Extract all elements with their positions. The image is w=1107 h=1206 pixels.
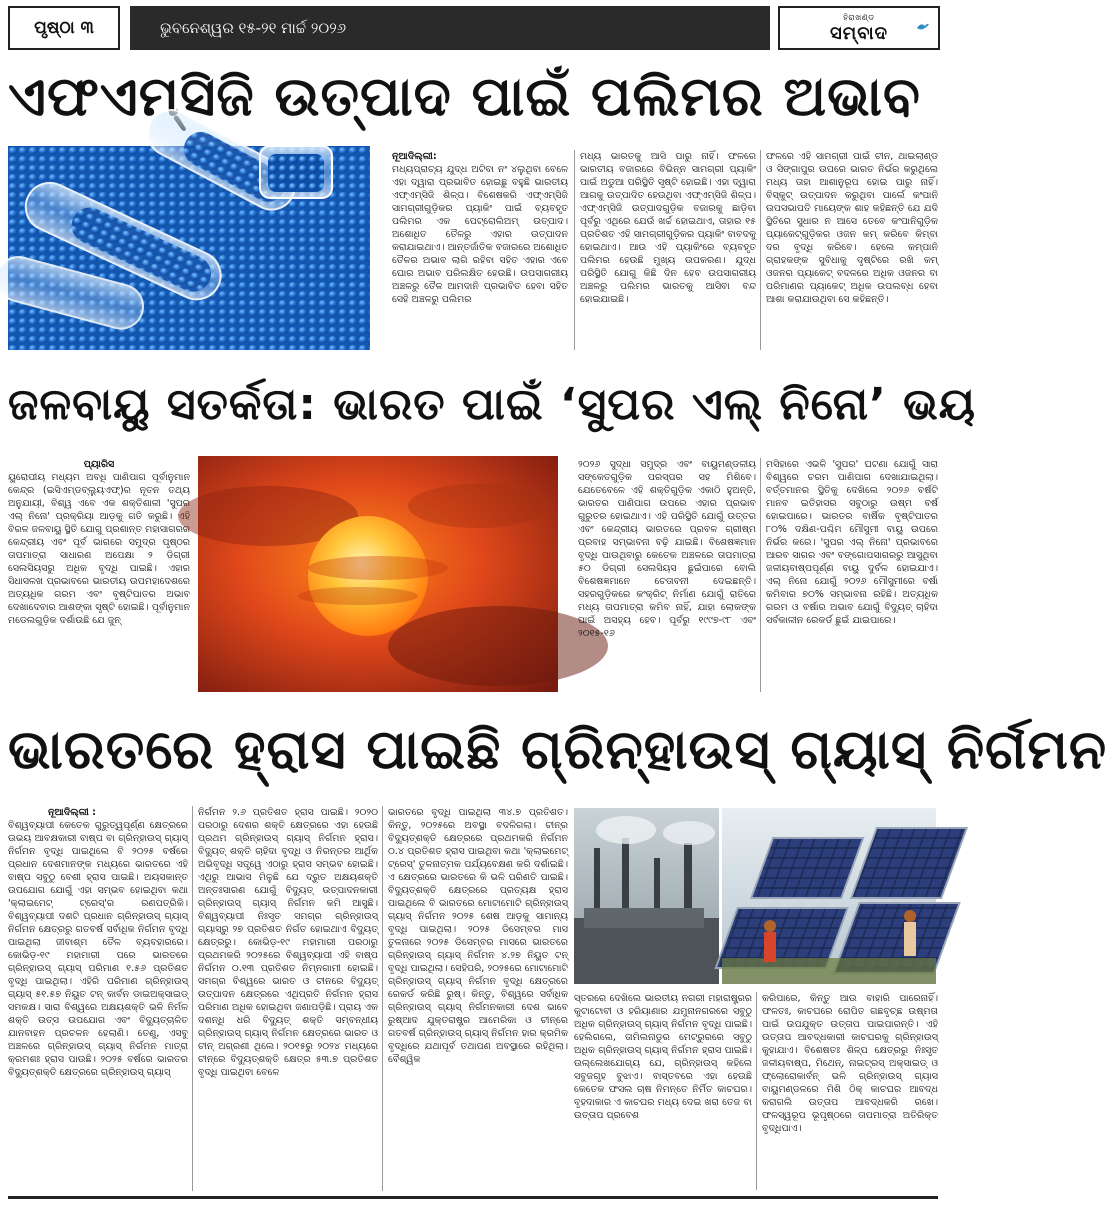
article1-headline: ଏଫଏମ୍‌ସିଜି ଉତ୍ପାଦ ପାଇଁ ପଲିମର ଅଭାବ: [8, 65, 921, 128]
article1-column-2: [580, 150, 756, 355]
article2-photo-hot-sun: [198, 456, 558, 692]
page-number: ପୃଷ୍ଠା ୩: [8, 6, 120, 50]
article1-text-1: ମଧ୍ୟପ୍ରାଚ୍ୟ ଯୁଦ୍ଧ ଅଟିବା ନଂ ୪ଲୁଥିବା ବେଳେ ଏହା ଦ୍ୱାରା ପ୍ରଭାବିତ ହୋଇଛୁ ବହୁଛି ଭାରତୀୟ ଏଫ୍‌ଏମ୍‌ସିଜି ଶିଳ୍ପ। ବିଶେଷକରି ଏଫ୍‌ଏମ୍‌ସିଜି ସାମଗ୍ରୀଗୁଡ଼ିକର ପ୍ୟାକିଂ ପାଇଁ ବ୍ୟବହୃତ ପଲିମର ଏକ ପେଟ୍ରୋଲିଅମ୍ ଉତ୍ପାଦ। ଅଶୋଧିତ ତୈଳରୁ ଏହାର ଉତ୍ପାଦନ କରାଯାଇଥାଏ। ଆନ୍ତର୍ଜାତିକ ବଜାରରେ ଅଶୋଧିତ ତୈଳର ଅଭାବ ଲାଗି ରହିବା ସହିତ ଏହାର ଏବେ ଘୋର ଅଭାବ ପରିଲକ୍ଷିତ ହେଉଛି। ଉପସାଗରୀୟ ଅଞ୍ଚଳରୁ ତୈଳ ଆମଦାନି ପ୍ରଭାବିତ ହେବା ସହିତ ସେହି ଅଞ୍ଚଳରୁ ପଲିମର: [392, 164, 568, 305]
column-divider: [756, 992, 757, 1190]
bottom-rule: [8, 1196, 938, 1199]
article1-column-3: [766, 150, 938, 355]
article2-column-3: [766, 458, 938, 698]
article2-column-1: [8, 458, 190, 698]
logo-top-text: ହିରାଖଣ୍ଡ: [843, 12, 875, 22]
article3-photo-factory-and-solar: [574, 808, 936, 984]
article3-dateline: ନୂଆଦିଲ୍ଲୀ :: [48, 807, 96, 818]
newspaper-logo: [778, 6, 940, 50]
article2-dateline: ପ୍ୟାରିସ: [83, 459, 115, 470]
article3-column-1: [8, 806, 188, 1191]
column-divider: [760, 150, 761, 350]
column-divider: [760, 458, 761, 692]
article1-dateline: ନୂଆଦିଲ୍ଲୀ:: [392, 151, 437, 162]
column-divider: [574, 150, 575, 350]
article3-text-1: ବିଶ୍ୱବ୍ୟାପୀ କେତେକ ଗୁରୁତ୍ୱପୂର୍ଣ୍ଣ କ୍ଷେତ୍ରରେ ଉଭୟ ଆବକ୍ଷକାରୀ ବାଷ୍ପ ବା ଗ୍ରିନ୍‌ହାଉସ୍ ଗ୍ୟାସ୍ ନିର୍ଗମନ ବୃଦ୍ଧି ପାଇଥିଲେ ବି ୨୦୨୫ ବର୍ଷରେ ପ୍ରଧାନ ଦେଶମାନଙ୍କ ମଧ୍ୟରେ ଭାରତରେ ଏହି ବାଷ୍ପ ସବୁଠୁ ବେଶୀ ହ୍ରାସ ପାଇଛି। ଅୟସକାନ୍ତ ଉପଯୋଗ ଯୋଗୁଁ ଏହା ସମ୍ଭବ ହୋଇଥିବା କଥା 'କ୍ଲାଇମେଟ୍ ଟ୍ରେସ୍'ର ରଣପତ୍ରିକି। ବିଶ୍ୱବ୍ୟାପୀ ଦଶଟି ପ୍ରଧାନ ଗ୍ରିନ୍‌ହାଉସ୍ ଗ୍ୟାସ୍ ନିର୍ଗମନ କ୍ଷେତ୍ରରୁ ଗତବର୍ଷ ସର୍ବାଧିକ ନିର୍ଗମନ ବୃଦ୍ଧି ପାଇଥିଲା ଜୀବାଶ୍ମ ତୈଳ ବ୍ୟବହାରରେ। କୋଭିଡ଼-୧୯ ମହାମାରୀ ପରେ ଭାରତରେ ଗ୍ରିନ୍‌ହାଉସ୍ ଗ୍ୟାସ୍ ପରିମାଣ ୧.୫୬ ପ୍ରତିଶତ ବୃଦ୍ଧି ପାଇଥିଲା। ଏହିରି ପରିମାଣ ଗ୍ରିନ୍‌ହାଉସ୍ ଗ୍ୟାସ୍ ୫୧.୫୭ ନିୟୁତ ଟନ୍ କାର୍ବନ ଡାଇଅକ୍ସାଇଡ୍ ସମକକ୍ଷ। ସାରା ବିଶ୍ୱରେ ଅକ୍ଷୟଶକ୍ତି ଭଳି ନିର୍ମଳ ଶକ୍ତି ଉତ୍ସ ଉପଯୋଗ ଏବଂ ବିଦ୍ୟୁତ୍‌ଚାଳିତ ଯାନବାହନ ପ୍ରଚଳନ ହେଲାଣି। ତେଣୁ, ଏସବୁ ଅଞ୍ଚଳରେ ଗ୍ରିନ୍‌ହାଉସ୍ ଗ୍ୟାସ୍ ନିର୍ଗମନ ମାତ୍ରା କ୍ରମଶଃ ହ୍ରାସ ପାଉଛି। ୨୦୨୫ ବର୍ଷରେ ଭାରତର ବିଦ୍ୟୁତ୍‌ଶକ୍ତି କ୍ଷେତ୍ରରେ ଗ୍ରିନ୍‌ହାଉସ୍ ଗ୍ୟାସ୍: [8, 820, 188, 1078]
article3-headline: ଭାରତରେ ହ୍ରାସ ପାଇଛି ଗ୍ରିନ୍‌ହାଉସ୍ ଗ୍ୟାସ୍ ନିର୍ଗମନ: [8, 718, 1107, 781]
article2-text-3: ମସିହାରେ ଏଭଳି 'ସୁପର' ଘଟଣା ଯୋଗୁଁ ସାରା ବିଶ୍ୱରେ ଚରମ ପାଣିପାଗ ଦେଖାଯାଇଥିଲା। ବର୍ତ୍ତମାନର ସ୍ଥିତିକୁ ଦେଖିଲେ ୨୦୨୬ ବର୍ଷଟି ମାନବ ଇତିହାସର ସବୁଠାରୁ ଉଷ୍ମ ବର୍ଷ ହୋଇପାରେ। ଭାରତର ବାର୍ଷିକ ବୃଷ୍ଟିପାତର ୮୦% ଦକ୍ଷିଣ-ପଶ୍ଚିମ ମୌସୁମୀ ବାୟୁ ଉପରେ ନିର୍ଭର କରେ। 'ସୁପର ଏଲ୍ ନିନୋ' ପ୍ରଭାବରେ ଆରବ ସାଗର ଏବଂ ବଙ୍ଗୋପସାଗରରୁ ଆସୁଥିବା ଜଳୀୟବାଷ୍ପପୂର୍ଣ୍ଣ ବାୟୁ ଦୁର୍ବଳ ହୋଇଯାଏ। ଏଲ୍ ନିନୋ ଯୋଗୁଁ ୨୦୨୬ ମୌସୁମୀରେ ବର୍ଷା କମିବାର ୭୦% ସମ୍ଭାବନା ରହିଛି। ଅତ୍ୟଧିକ ଗରମ ଓ ବର୍ଷାର ଅଭାବ ଯୋଗୁଁ ବିଦ୍ୟୁତ୍ ଚାହିଦା ସର୍ବକାଳୀନ ରେକର୍ଡ ଛୁଇଁ ଯାଇପାରେ।: [766, 459, 938, 626]
article3-text-2: ନିର୍ଗମନ ୨.୬ ପ୍ରତିଶତ ହ୍ରାସ ପାଇଛି। ୨୦୨୦ ପରଠାରୁ ଦେଶର ଶକ୍ତି କ୍ଷେତ୍ରରେ ଏହା ହେଉଛି ପ୍ରଥମ ଗ୍ରିନ୍‌ହାଉସ୍ ଗ୍ୟାସ୍ ନିର୍ଗମନ ହ୍ରାସ। ବିଦ୍ୟୁତ୍ ଶକ୍ତି ଚାହିଦା ବୃଦ୍ଧି ଓ ନିରନ୍ତର ଆର୍ଥିକ ଅଭିବୃଦ୍ଧି ସତ୍ତ୍ୱେ ଏଠାରୁ ହ୍ରାସ ସମ୍ଭବ ହୋଇଛି। ଏଥିରୁ ଆଭାସ ମିଳୁଛି ଯେ ଦ୍ରୁତ ଅକ୍ଷୟଶକ୍ତି ଅନ୍ତଃସାରଣ ଯୋଗୁଁ ବିଦ୍ୟୁତ୍ ଉତ୍ପାଦନକାରୀ ଗ୍ରିନ୍‌ହାଉସ୍ ଗ୍ୟାସ୍ ନିର୍ଗମନ କମି ଆସୁଛି। ବିଶ୍ୱବ୍ୟାପୀ ନିଃସୃତ ସମଗ୍ର ଗ୍ରିନ୍‌ହାଉସ୍ ଗ୍ୟାସ୍‌ରୁ ୨୭ ପ୍ରତିଶତ ନିର୍ଗତ ହୋଇଥାଏ ବିଦ୍ୟୁତ୍ କ୍ଷେତ୍ରରୁ। କୋଭିଡ଼-୧୯ ମହାମାରୀ ପରଠାରୁ ପ୍ରଥମକରି ୨୦୨୫ରେ ବିଶ୍ୱବ୍ୟାପୀ ଏହି ବାଷ୍ପ ନିର୍ଗମନ ୦.୧୩ ପ୍ରତିଶତ ନିମ୍ନଗାମୀ ହୋଇଛି। ସମଗ୍ର ବିଶ୍ୱରେ ଭାରତ ଓ ଚୀନରେ ବିଦ୍ୟୁତ୍ ଉତ୍ପାଦନ କ୍ଷେତ୍ରରେ ଏଥିପ୍ରତି ନିର୍ଗମନ ହ୍ରାସ ପରିମାଣ ଅଧିକ ହୋଇଥିବା ଜଣାପଡ଼ିଛି। ପ୍ରାୟ ଏକ ଦଶନ୍ଧି ଧରି ବିଦ୍ୟୁତ୍ ଶକ୍ତି ସମ୍ବନ୍ଧୀୟ ଗ୍ରିନ୍‌ହାଉସ୍ ଗ୍ୟାସ୍ ନିର୍ଗମନ କ୍ଷେତ୍ରରେ ଭାରତ ଓ ଚୀନ୍ ଅଗ୍ରଣୀ ଥିଲେ। ୨୦୧୫ରୁ ୨୦୨୪ ମଧ୍ୟରେ ଚୀନ୍‌ରେ ବିଦ୍ୟୁତ୍‌ଶକ୍ତି କ୍ଷେତ୍ର ୫୩.୭ ପ୍ରତିଶତ ବୃଦ୍ଧି ପାଇଥିବା ବେଳେ: [198, 807, 378, 1078]
article3-text-4: ସ୍ତରରେ ଦେଖିଲେ ଭାରତୀୟ ନଗରୀ ମହାରାଷ୍ଟ୍ରର କୁଟାଟୋବୀ ଓ ହରିୟାଣାର ଯମୁନାନଗରରେ ସବୁଠୁ ଅଧିକ ଗ୍ରିନ୍‌ହାଉସ୍ ଗ୍ୟାସ୍ ନିର୍ଗମନ ବୃଦ୍ଧି ପାଇଛି। ହେଲିଗଲେ, ତାମିଲନାଡୁର ମେଟ୍ରୁରରେ ସବୁଠୁ ଅଧିକ ଗ୍ରିନ୍‌ହାଉସ୍ ଗ୍ୟାସ୍ ନିର୍ଗମନ ହ୍ରାସ ପାଇଛି। ଉଲ୍ଲେଖଯୋଗ୍ୟ ଯେ, ଗ୍ରିନ୍‌ହାଉସ୍ କହିଲେ ସବୁଜଗୃହ ବୁଝାଏ। ବାସ୍ତବରେ ଏହା ହେଉଛି କେତେକ ଫସଲ ଚାଷ ନିମନ୍ତେ ନିର୍ମିତ କାଚଘର। ବୃହଦାକାର ଏ କାଚଘର ମଧ୍ୟ ଦେଇ ଖରା ତେଜ ବା ଉତ୍ତାପ ପ୍ରବେଶ: [574, 993, 752, 1121]
column-divider: [192, 806, 193, 1191]
article2-headline: ଜଳବାୟୁ ସତର୍କତା: ଭାରତ ପାଇଁ ‘ସୁପର ଏଲ୍ ନିନୋ’ ଭୟ: [8, 379, 977, 430]
article3-column-3: [388, 806, 568, 1191]
article3-column-4: [574, 992, 752, 1192]
article2-text-2: ୨୦୨୬ ସୁଦ୍ଧା ସମୁଦ୍ର ଏବଂ ବାୟୁମଣ୍ଡଳୀୟ ସଙ୍କେତଗୁଡ଼ିକ ପରସ୍ପର ସହ ମିଶିବେ। ଯେତେବେଳେ ଏହି ଶକ୍ତିଗୁଡ଼ିକ ଏକାଠି ହୁଅନ୍ତି, ଭାରତର ପାଣିପାଗ ଉପରେ ଏହାର ପ୍ରଭାବ ଗୁରୁତର ହୋଇଥାଏ। ଏହି ପରିସ୍ଥିତି ଯୋଗୁଁ ଉତ୍ତର ଏବଂ କେନ୍ଦ୍ରୀୟ ଭାରତରେ ପ୍ରବଳ ଗ୍ରୀଷ୍ମ ପ୍ରବାହ ସମ୍ଭାବନା ବଢ଼ି ଯାଇଛି। ବିଶେଷଜ୍ଞମାନ ବୃଦ୍ଧି ପାଉଥିବାରୁ କେତେକ ଅଞ୍ଚଳରେ ତାପମାତ୍ରା ୫୦ ଡିଗ୍ରୀ ସେଲସିୟସ ଛୁଇଁପାରେ ବୋଲି ବିଶେଷଜ୍ଞମାନେ ଚେତାବନୀ ଦେଇଛନ୍ତି। ସହରଗୁଡ଼ିକରେ କଂକ୍ରିଟ୍ ନିର୍ମାଣ ଯୋଗୁଁ ରାତିରେ ମଧ୍ୟ ତାପମାତ୍ରା କମିବ ନାହିଁ, ଯାହା ଲୋକଙ୍କ ପାଇଁ ଅସହ୍ୟ ହେବ। ପୂର୍ବରୁ ୧୯୯୭-୯୮ ଏବଂ ୨୦୧୫-୧୬: [578, 459, 756, 639]
article3-column-5: [762, 992, 938, 1192]
article3-text-5: କରିପାରେ, କିନ୍ତୁ ଆଉ ବାହାରି ପାରେନାହିଁ। ଫଳତଃ, କାଚଘରେ ରୋପିତ ଗଛବୃଚ୍ଛ ଉଷ୍ମତା ପାଇଁ ଉପଯୁକ୍ତ ଉତ୍ତାପ ପାଇପାରନ୍ତି। ଏହି ଉତ୍ତାପ ଆବଦ୍ଧକାରୀ କାଚଘରକୁ ଗ୍ରିନ୍‌ହାଉସ୍ କୁହାଯାଏ। ବିଶେଷତଃ ଶିଳ୍ପ କ୍ଷେତ୍ରରୁ ନିଃସୃତ ଜଳୀୟବାଷ୍ପ, ମିଥେନ୍, ନାଇଟ୍ରସ୍ ଅକ୍ସାଇଡ୍ ଓ ଫ୍ଲୋରୋକାର୍ବନ୍ ଭଳି ଗ୍ରିନ୍‌ହାଉସ୍ ଗ୍ୟାସ ବାୟୁମଣ୍ଡଳରେ ମିଶି ଠିକ୍ କାଚଘର ଆବଦ୍ଧ କରାଗଲି ଉତ୍ତାପ ଆବଦ୍ଧକରି ରଖେ। ଫଳସ୍ୱରୂପ ଭୂପୃଷ୍ଠରେ ତାପମାତ୍ରା ଅତିରିକ୍ତ ବୃଦ୍ଧିପାଏ।: [762, 993, 938, 1134]
logo-bird-icon: [916, 20, 930, 34]
masthead: [8, 6, 940, 50]
article3-column-2: [198, 806, 378, 1191]
article1-text-3: ଫଳରେ ଏହି ସାମଗ୍ରୀ ପାଇଁ ଚୀନ, ଥାଇଲାଣ୍ଡ ଓ ସିଙ୍ଗାପୁର ଉପରେ ଭାରତ ନିର୍ଭର କରୁଥିଲେ ମଧ୍ୟ ତାହା ଆଶାନୁରୂପ ହୋଇ ପାରୁ ନାହିଁ। ବିସ୍କୁଟ୍ ଉତ୍ପାଦନ କରୁଥିବା ପାର୍ଲେ କଂପାନି ଉପସଭାପତି ମାୟେଙ୍କ ଶାହ କହିଛନ୍ତି ଯେ ଯଦି ସ୍ଥିତିରେ ସୁଧାର ନ ଆସେ ତେବେ କଂପାନିଗୁଡ଼ିକ ପ୍ୟାକେଟ୍‌ଗୁଡ଼ିକର ଓଜନ କମ୍ କରିବେ କିମ୍ବା ଦର ବୃଦ୍ଧି କରିବେ। ହେଲେ କମ୍ପାନି ଗ୍ରାହକଙ୍କ ସୁବିଧାକୁ ଦୃଷ୍ଟିରେ ରଖି କମ୍ ଓଜନର ପ୍ୟାକେଟ୍ ବଦଳରେ ଅଧିକ ଓଜନର ବା ପରିମାଣର ପ୍ୟାକେଟ୍ ଅଧିକ ଉପଲବ୍ଧ ହେବା ଆଶା କରାଯାଉଥିବା ସେ କହିଛନ୍ତି।: [766, 151, 938, 305]
column-divider: [382, 806, 383, 1191]
date-bar: ଭୁବନେଶ୍ୱର ୧୫-୨୧ ମାର୍ଚ୍ଚ ୨୦୨୬: [130, 6, 770, 50]
logo-main-text: ସମ୍ବାଦ: [830, 22, 888, 44]
article3-text-3: ଭାରତରେ ବୃଦ୍ଧି ପାଇଥିଲା ୩୪.୭ ପ୍ରତିଶତ। କିନ୍ତୁ, ୨୦୨୫ରେ ଅବସ୍ଥା ବଦଳିଗଲା। ଚୀନ୍‌ର ବିଦ୍ୟୁତ୍‌ଶକ୍ତି କ୍ଷେତ୍ରରେ ପ୍ରଥମକରି ନିର୍ଗମନ ୦.୪ ପ୍ରତିଶତ ହ୍ରାସ ପାଇଥିବା କଥା 'କ୍ଲାଇମେଟ୍ ଟ୍ରେସ୍' ତୁଳନାତ୍ମକ ପର୍ଯ୍ୟବେକ୍ଷଣ କରି ଦର୍ଶାଇଛି। ଏ କ୍ଷେତ୍ରରେ ଭାରତରେ କି ଭଳି ପରିଣତି ପାଇଛି। ବିଦ୍ୟୁତ୍‌ଶକ୍ତି କ୍ଷେତ୍ରରେ ପ୍ରତ୍ୟକ୍ଷ ହ୍ରାସ ପାଇଥିଲେ ବି ଭାରତରେ ମୋଟାମୋଟି ଗ୍ରିନ୍‌ହାଉସ୍ ଗ୍ୟାସ୍ ନିର୍ଗମନ ୨୦୨୫ ଶେଷ ଆଡ଼କୁ ସାମାନ୍ୟ ବୃଦ୍ଧି ପାଇଥିଲା। ୨୦୨୫ ଡିସେମ୍ବର ମାସ ତୁଳନାରେ ୨୦୨୫ ଡିସେମ୍ବର ମାସରେ ଭାରତରେ ଗ୍ରିନ୍‌ହାଉସ୍ ଗ୍ୟାସ୍ ନିର୍ଗମନ ୪.୨୭ ନିୟୁତ ଟନ୍ ବୃଦ୍ଧି ପାଇଥିଲା। ସେହିପରି, ୨୦୨୫ରେ ମୋଟାମୋଟି ଗ୍ରିନ୍‌ହାଉସ୍ ଗ୍ୟାସ୍ ନିର୍ଗମନ ବୃଦ୍ଧି କ୍ଷେତ୍ରରେ ରେକର୍ଡ କରିଛି ରୁଷ୍। କିନ୍ତୁ, ବିଶ୍ୱରେ ସର୍ବାଧିକ ଗ୍ରିନ୍‌ହାଉସ୍ ଗ୍ୟାସ୍ ନିର୍ଗମନକାରୀ ଦେଶ ଭାବେ ରୁଷ୍‌ଆଦ ଯୁକ୍ତରାଷ୍ଟ୍ର ଆମେରିକା ଓ ଚୀନ୍‌ରେ ଗତବର୍ଷ ଗ୍ରିନ୍‌ହାଉସ୍ ଗ୍ୟାସ୍ ନିର୍ଗମନ ହାର କ୍ରମିକ ବୃଦ୍ଧିରେ ଯଥାପୂର୍ବ ତଥାପଣ ଅବସ୍ଥାରେ ରହିଥିଲା। ବୈଶ୍ୱିକ: [388, 807, 568, 1065]
article1-photo-polymer-pellets: [8, 146, 370, 350]
article1-column-1: [392, 150, 568, 355]
article1-text-2: ମଧ୍ୟ ଭାରତକୁ ଆସି ପାରୁ ନାହିଁ। ଫଳରେ ଭାରତୀୟ ବଜାରରେ ବିଭିନ୍ନ ସାମଗ୍ରୀ ପ୍ୟାକିଂ ପାଇଁ ଅଡୁଆ ପରିସ୍ଥିତି ସୃଷ୍ଟି ହୋଇଛି। ଏହା ଦ୍ୱାରା ଆଗକୁ ଉତ୍ପାଦିତ ହେଉଥିବା ଏଫ୍‌ଏମ୍‌ସିଜି ଶିଳ୍ପ। ଏଫ୍‌ଏମ୍‌ସିଜି ଉତ୍ପାଦଗୁଡ଼ିକ ବଜାରକୁ ଛାଡ଼ିବା ପୂର୍ବରୁ ଏଥିରେ ଯେଉଁ ଖର୍ଚ୍ଚ ହୋଇଥାଏ, ତାହାର ୧୫ ପ୍ରତିଶତ ଏହି ସାମଗ୍ରୀଗୁଡ଼ିକର ପ୍ୟାକିଂ ବାବଦକୁ ହୋଇଥାଏ। ଆଉ ଏହି ପ୍ୟାକିଂରେ ବ୍ୟବହୃତ ପଲିମର ହେଉଛି ମୁଖ୍ୟ ଉପକରଣ। ଯୁଦ୍ଧ ପରିସ୍ଥିତି ଯୋଗୁ କିଛି ଦିନ ହେବ ଉପସାଗରୀୟ ଅଞ୍ଚଳରୁ ପଲିମର ଭାରତକୁ ଆସିବା ବନ୍ଦ ହୋଇଯାଇଛି।: [580, 151, 756, 305]
article2-column-2: [578, 458, 756, 698]
article2-text-1: ୟୁରୋପୀୟ ମଧ୍ୟମ ଅବଧି ପାଣିପାଗ ପୂର୍ବାନୁମାନ କେନ୍ଦ୍ର (ଇସିଏମ୍‌ଡବ୍ଲ୍ୟୁଏଫ୍)ର ନୂତନ ତଥ୍ୟ ଅନୁଯାୟୀ, ବିଶ୍ୱ ଏବେ ଏକ ଶକ୍ତିଶାଳୀ 'ସୁପର ଏଲ୍ ନିନୋ' ପ୍ରକ୍ରିୟା ଆଡ଼କୁ ଗତି କରୁଛି। ଏହି ବିରଳ ଜଳବାୟୁ ସ୍ଥିତି ଯୋଗୁ ପ୍ରଶାନ୍ତ ମହାସାଗରର କେନ୍ଦ୍ରୀୟ ଏବଂ ପୂର୍ବ ଭାଗରେ ସମୁଦ୍ର ପୃଷ୍ଠର ତାପମାତ୍ରା ସାଧାରଣ ଅପେକ୍ଷା ୨ ଡିଗ୍ରୀ ସେଲସିୟସରୁ ଅଧିକ ବୃଦ୍ଧି ପାଇଛି। ଏହାର ସିଧାସଳଖ ପ୍ରଭାବରେ ଭାରତୀୟ ଉପମହାଦେଶରେ ଅତ୍ୟଧିକ ଗରମ ଏବଂ ବୃଷ୍ଟିପାତର ଅଭାବ ଦେଖାଦେବାର ଆଶଙ୍କା ସୃଷ୍ଟି ହୋଇଛି। ପୂର୍ବାନୁମାନ ମଡେଲଗୁଡ଼ିକ ଦର୍ଶାଉଛି ଯେ ଜୁନ୍: [8, 472, 190, 626]
